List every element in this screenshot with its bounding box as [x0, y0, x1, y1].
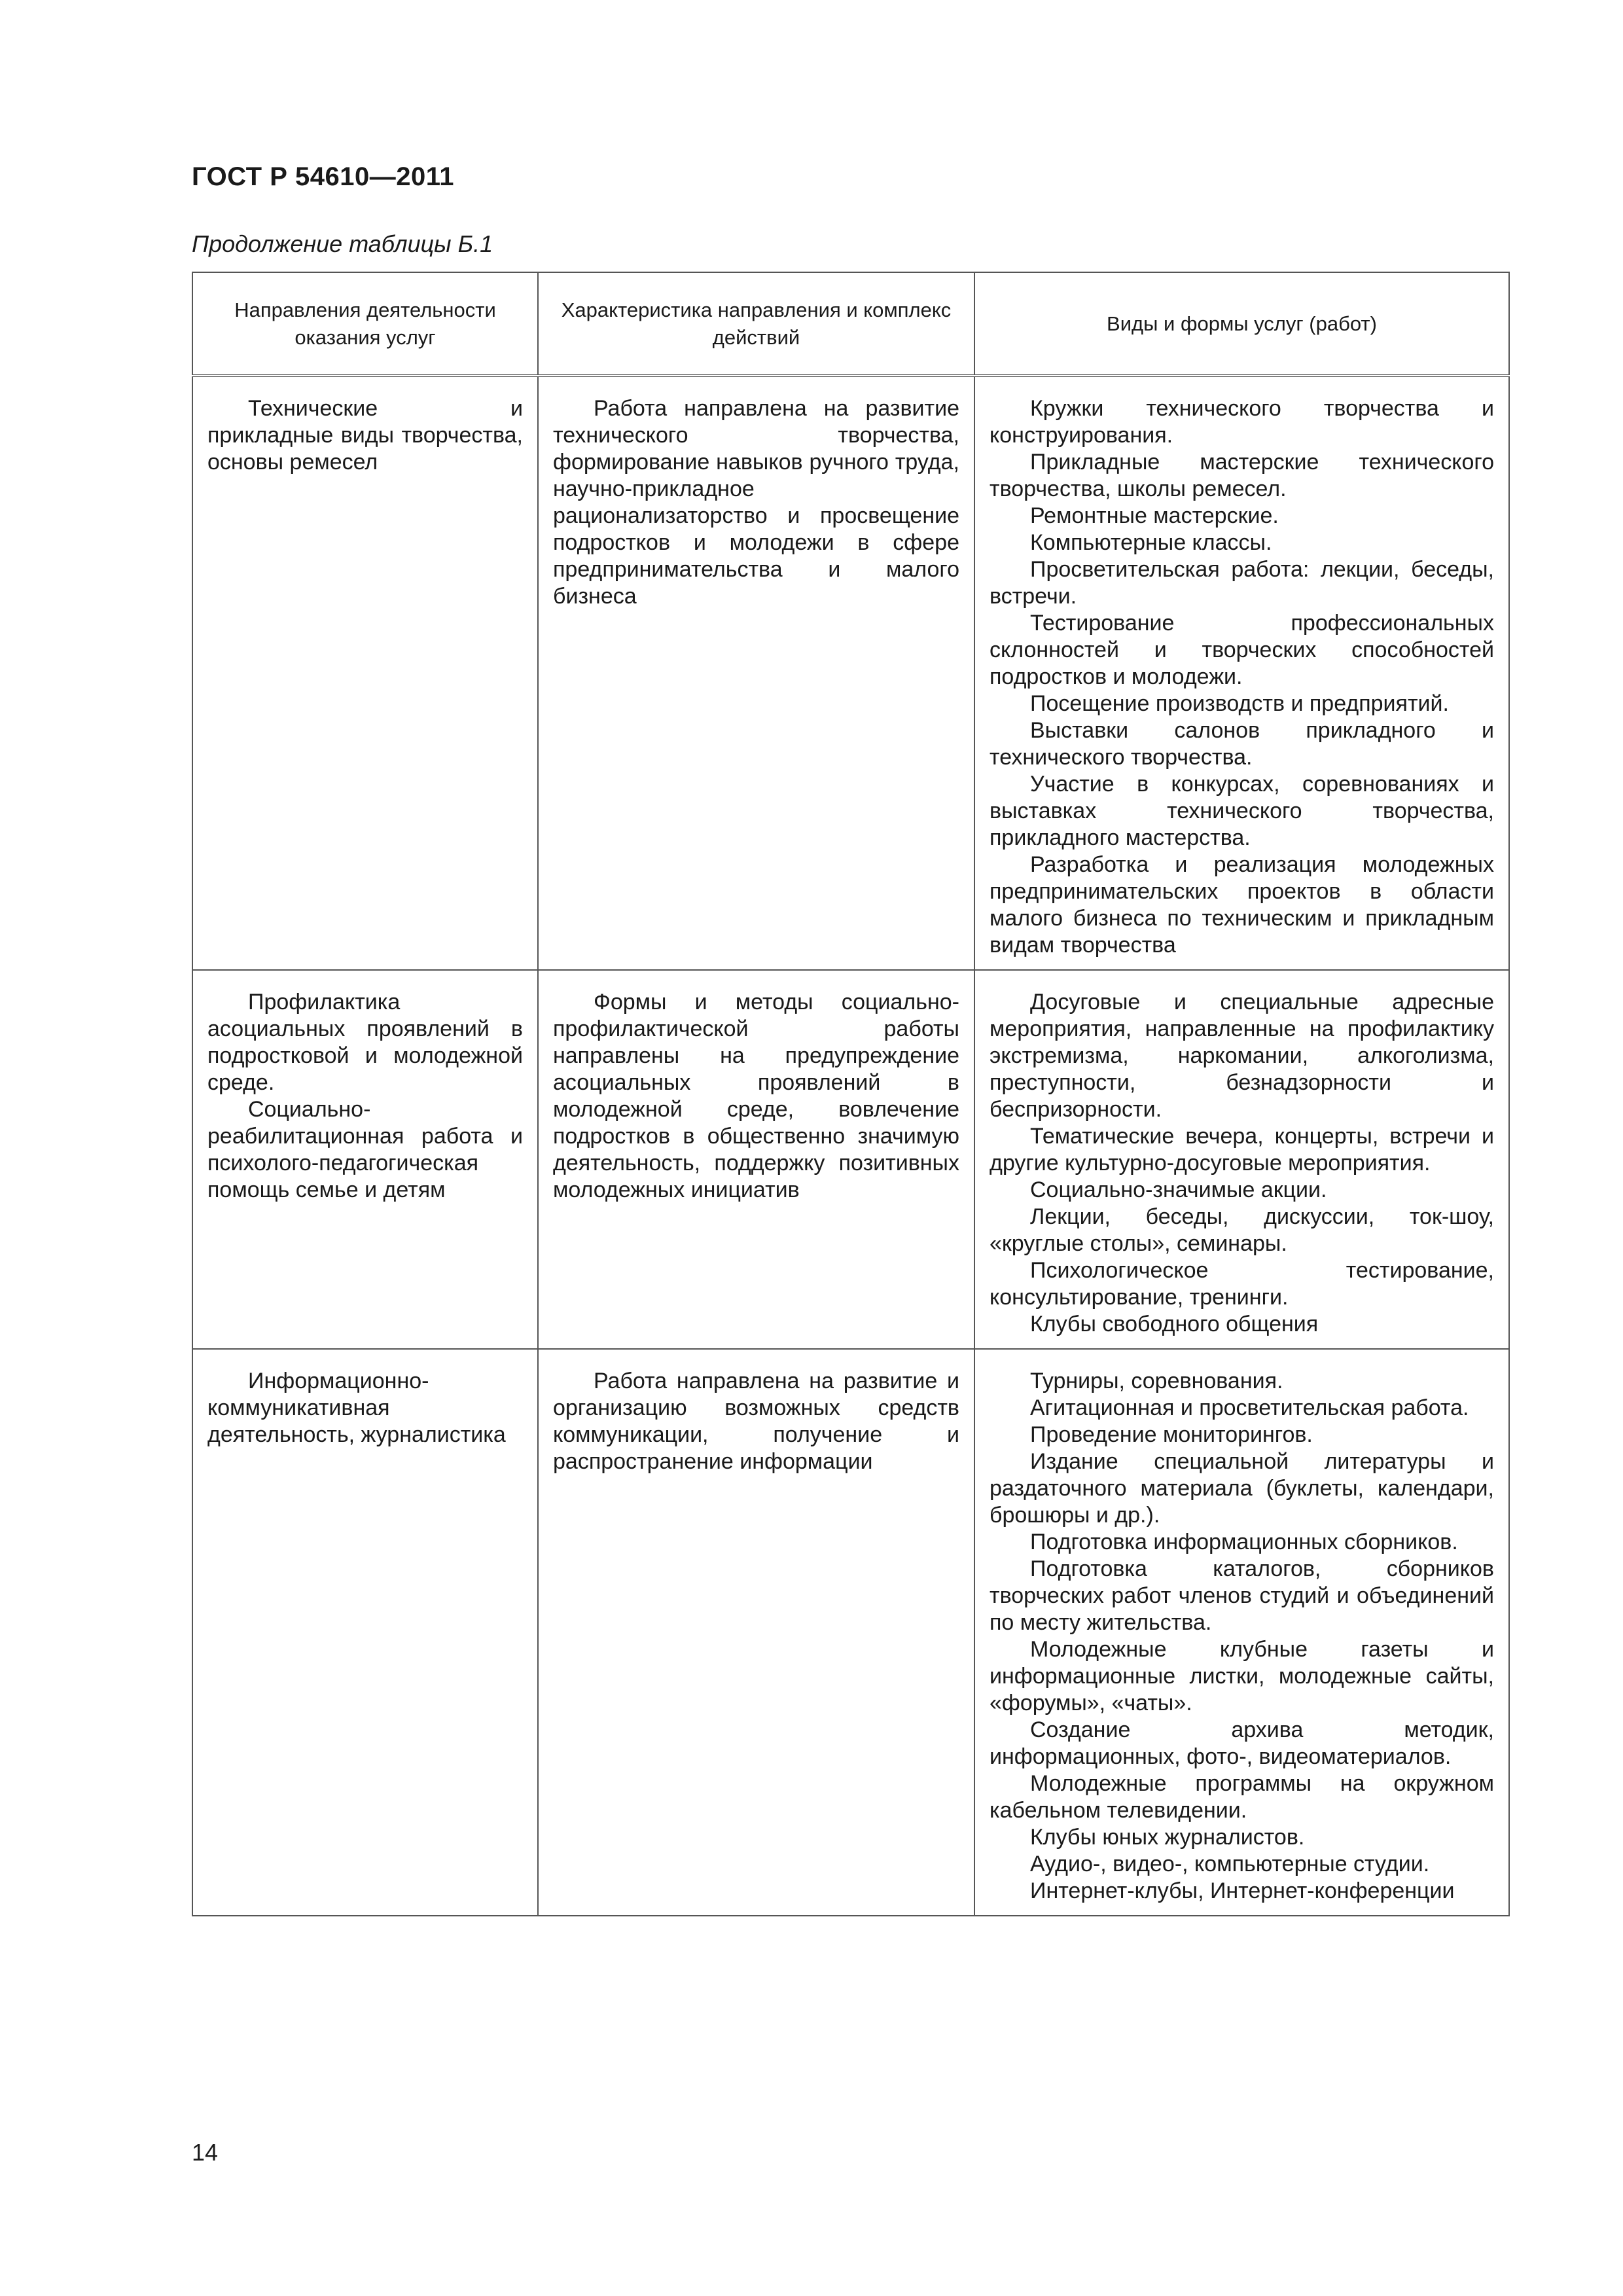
cell-paragraph: Информационно-коммуникативная деятельность, журналистика [207, 1369, 506, 1447]
direction-cell [192, 1349, 538, 1916]
services-cell [974, 1349, 1509, 1916]
cell-paragraph: Создание архива методик, информационных, фото-, видеоматериалов. [990, 1717, 1494, 1769]
cell-paragraph: Ремонтные мастерские. [1030, 503, 1279, 528]
cell-paragraph: Клубы юных журналистов. [1030, 1825, 1305, 1850]
document-id: ГОСТ Р 54610—2011 [192, 162, 454, 191]
cell-paragraph: Участие в конкурсах, соревнованиях и выставках технического творчества, прикладного мастерства. [990, 772, 1494, 850]
column-header-direction: Направления деятельности оказания услуг [192, 272, 538, 376]
cell-paragraph: Психологическое тестирование, консультирование, тренинги. [990, 1258, 1494, 1310]
direction-cell [192, 376, 538, 970]
page-number: 14 [192, 2139, 219, 2166]
table-header-row [192, 272, 1509, 376]
column-header-services: Виды и формы услуг (работ) [974, 272, 1509, 376]
cell-paragraph: Работа направлена на развитие технического творчества, формирование навыков ручного труда, научно-прикладное рационализаторство и просвещение подростков и молодежи в сфере предпринимательства и малого бизнеса [553, 396, 959, 609]
cell-paragraph: Технические и прикладные виды творчества, основы ремесел [207, 396, 523, 475]
cell-paragraph: Формы и методы социально-профилактической работы направлены на предупреждение асоциальных проявлений в молодежной среде, вовлечение подростков в общественно значимую деятельность, поддержку позитивных молодежных инициатив [553, 990, 959, 1202]
characteristics-cell [538, 970, 974, 1349]
cell-paragraph: Проведение мониторингов. [1030, 1422, 1313, 1447]
cell-paragraph: Социально-реабилитационная работа и психолого-педагогическая помощь семье и детям [207, 1097, 523, 1202]
cell-paragraph: Кружки технического творчества и конструирования. [990, 396, 1494, 448]
table-row [192, 1349, 1509, 1916]
table-caption: Продолжение таблицы Б.1 [192, 230, 493, 257]
cell-paragraph: Клубы свободного общения [1030, 1312, 1319, 1336]
cell-paragraph: Издание специальной литературы и раздаточного материала (буклеты, календари, брошюры и др.). [990, 1449, 1494, 1528]
cell-paragraph: Работа направлена на развитие и организацию возможных средств коммуникации, получение и распространение информации [553, 1369, 959, 1474]
cell-paragraph: Интернет-клубы, Интернет-конференции [1030, 1878, 1455, 1903]
cell-paragraph: Молодежные программы на окружном кабельном телевидении. [990, 1771, 1494, 1823]
cell-paragraph: Подготовка информационных сборников. [1030, 1530, 1458, 1554]
cell-paragraph: Тестирование профессиональных склонностей и творческих способностей подростков и молодежи. [990, 611, 1494, 689]
cell-paragraph: Агитационная и просветительская работа. [1030, 1395, 1469, 1420]
cell-paragraph: Социально-значимые акции. [1030, 1177, 1327, 1202]
cell-paragraph: Просветительская работа: лекции, беседы, встречи. [990, 557, 1494, 609]
table-row [192, 376, 1509, 970]
characteristics-cell [538, 1349, 974, 1916]
cell-paragraph: Выставки салонов прикладного и технического творчества. [990, 718, 1494, 770]
cell-paragraph: Компьютерные классы. [1030, 530, 1272, 555]
services-cell [974, 970, 1509, 1349]
column-header-characteristics: Характеристика направления и комплекс действий [538, 272, 974, 376]
services-table [192, 272, 1510, 1916]
cell-paragraph: Профилактика асоциальных проявлений в подростковой и молодежной среде. [207, 990, 523, 1095]
cell-paragraph: Разработка и реализация молодежных предпринимательских проектов в области малого бизнеса по техническим и прикладным видам творчества [990, 852, 1494, 958]
cell-paragraph: Аудио-, видео-, компьютерные студии. [1030, 1852, 1430, 1876]
cell-paragraph: Молодежные клубные газеты и информационные листки, молодежные сайты, «форумы», «чаты». [990, 1637, 1494, 1715]
cell-paragraph: Подготовка каталогов, сборников творческих работ членов студий и объединений по месту жительства. [990, 1556, 1494, 1635]
characteristics-cell [538, 376, 974, 970]
direction-cell [192, 970, 538, 1349]
cell-paragraph: Прикладные мастерские технического творчества, школы ремесел. [990, 450, 1494, 501]
cell-paragraph: Тематические вечера, концерты, встречи и другие культурно-досуговые мероприятия. [990, 1124, 1494, 1175]
cell-paragraph: Посещение производств и предприятий. [1030, 691, 1449, 716]
cell-paragraph: Лекции, беседы, дискуссии, ток-шоу, «круглые столы», семинары. [990, 1204, 1494, 1256]
table-body [192, 376, 1509, 1916]
cell-paragraph: Досуговые и специальные адресные мероприятия, направленные на профилактику экстремизма, наркомании, алкоголизма, преступности, безнадзорности и беспризорности. [990, 990, 1494, 1122]
services-cell [974, 376, 1509, 970]
cell-paragraph: Турниры, соревнования. [1030, 1369, 1283, 1393]
table-row [192, 970, 1509, 1349]
